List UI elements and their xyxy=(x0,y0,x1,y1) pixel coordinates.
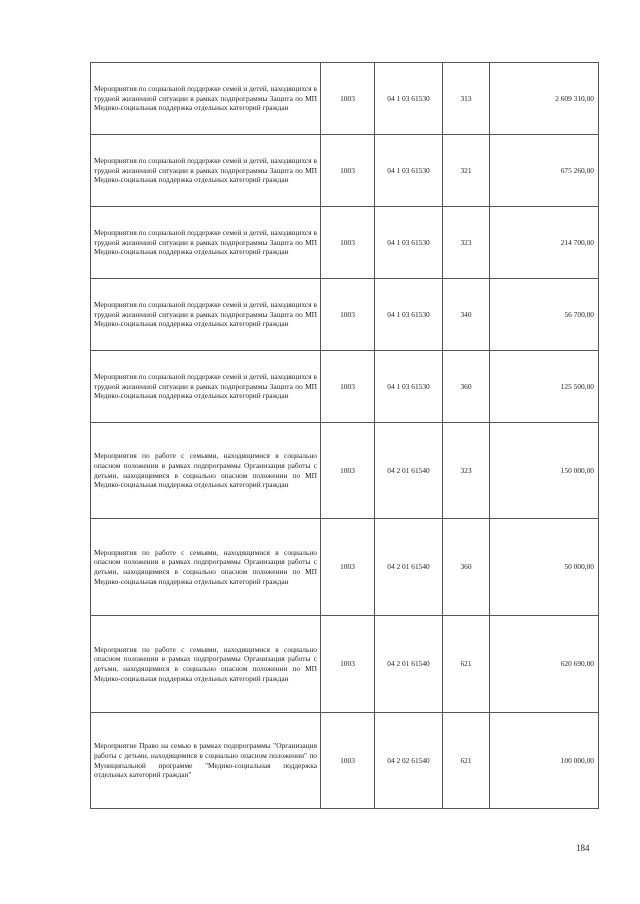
table-row xyxy=(91,207,599,279)
row-description: Мероприятия по социальной поддержке семей и детей, находящихся в трудной жизненной ситуации в рамках подпрограммы Защита по МП Медико-социальная поддержка отдельных категорий граждан xyxy=(91,351,321,423)
row-amount: 125 500,00 xyxy=(490,351,599,423)
row-section-code: 1003 xyxy=(321,713,375,809)
row-amount: 56 700,00 xyxy=(490,279,599,351)
row-description: Мероприятия по работе с семьями, находящимися в социально опасном положении в рамках подпрограммы Организация работы с детьми, находящимися в социально опасном положении по МП Медико-социальная поддержка отдельных категорий граждан xyxy=(91,616,321,713)
row-amount: 675 260,00 xyxy=(490,135,599,207)
page-number: 184 xyxy=(576,843,590,853)
row-expense-type: 360 xyxy=(443,351,490,423)
row-section-code: 1003 xyxy=(321,423,375,519)
row-description: Мероприятия по социальной поддержке семей и детей, находящихся в трудной жизненной ситуации в рамках подпрограммы Защита по МП Медико-социальная поддержка отдельных категорий граждан xyxy=(91,63,321,135)
row-section-code: 1003 xyxy=(321,519,375,616)
row-expense-type: 360 xyxy=(443,519,490,616)
row-section-code: 1003 xyxy=(321,279,375,351)
row-target-code: 04 1 03 61530 xyxy=(375,351,443,423)
budget-table xyxy=(90,62,599,809)
row-amount: 50 000,00 xyxy=(490,519,599,616)
table-row xyxy=(91,616,599,713)
row-expense-type: 621 xyxy=(443,713,490,809)
row-target-code: 04 2 02 61540 xyxy=(375,713,443,809)
row-expense-type: 621 xyxy=(443,616,490,713)
row-target-code: 04 1 03 61530 xyxy=(375,279,443,351)
row-amount: 150 000,00 xyxy=(490,423,599,519)
row-amount: 214 700,00 xyxy=(490,207,599,279)
row-section-code: 1003 xyxy=(321,616,375,713)
table-row xyxy=(91,351,599,423)
row-description: Мероприятие Право на семью в рамках подпрограммы "Организация работы с детьми, находящимися в социально опасном положении" по Муниципальной программе "Медико-социальная поддержка отдельных категорий граждан" xyxy=(91,713,321,809)
row-expense-type: 323 xyxy=(443,423,490,519)
row-expense-type: 321 xyxy=(443,135,490,207)
row-description: Мероприятия по социальной поддержке семей и детей, находящихся в трудной жизненной ситуации в рамках подпрограммы Защита по МП Медико-социальная поддержка отдельных категорий граждан xyxy=(91,207,321,279)
row-target-code: 04 1 03 61530 xyxy=(375,63,443,135)
row-target-code: 04 1 03 61530 xyxy=(375,135,443,207)
row-expense-type: 323 xyxy=(443,207,490,279)
table-row xyxy=(91,423,599,519)
row-amount: 620 690,00 xyxy=(490,616,599,713)
table-row xyxy=(91,713,599,809)
row-description: Мероприятия по работе с семьями, находящимися в социально опасном положении в рамках подпрограммы Организация работы с детьми, находящимися в социально опасном положении по МП Медико-социальная поддержка отдельных категорий граждан xyxy=(91,519,321,616)
row-target-code: 04 1 03 61530 xyxy=(375,207,443,279)
row-section-code: 1003 xyxy=(321,135,375,207)
row-section-code: 1003 xyxy=(321,351,375,423)
table-row xyxy=(91,63,599,135)
table-row xyxy=(91,519,599,616)
table-row xyxy=(91,279,599,351)
row-target-code: 04 2 01 61540 xyxy=(375,616,443,713)
row-amount: 2 609 310,00 xyxy=(490,63,599,135)
row-description: Мероприятия по работе с семьями, находящимися в социально опасном положении в рамках подпрограммы Организация работы с детьми, находящимися в социально опасном положении по МП Медико-социальная поддержка отдельных категорий граждан xyxy=(91,423,321,519)
row-description: Мероприятия по социальной поддержке семей и детей, находящихся в трудной жизненной ситуации в рамках подпрограммы Защита по МП Медико-социальная поддержка отдельных категорий граждан xyxy=(91,135,321,207)
table-row xyxy=(91,135,599,207)
row-amount: 100 000,00 xyxy=(490,713,599,809)
row-expense-type: 340 xyxy=(443,279,490,351)
row-section-code: 1003 xyxy=(321,207,375,279)
row-section-code: 1003 xyxy=(321,63,375,135)
row-description: Мероприятия по социальной поддержке семей и детей, находящихся в трудной жизненной ситуации в рамках подпрограммы Защита по МП Медико-социальная поддержка отдельных категорий граждан xyxy=(91,279,321,351)
row-expense-type: 313 xyxy=(443,63,490,135)
row-target-code: 04 2 01 61540 xyxy=(375,519,443,616)
row-target-code: 04 2 01 61540 xyxy=(375,423,443,519)
